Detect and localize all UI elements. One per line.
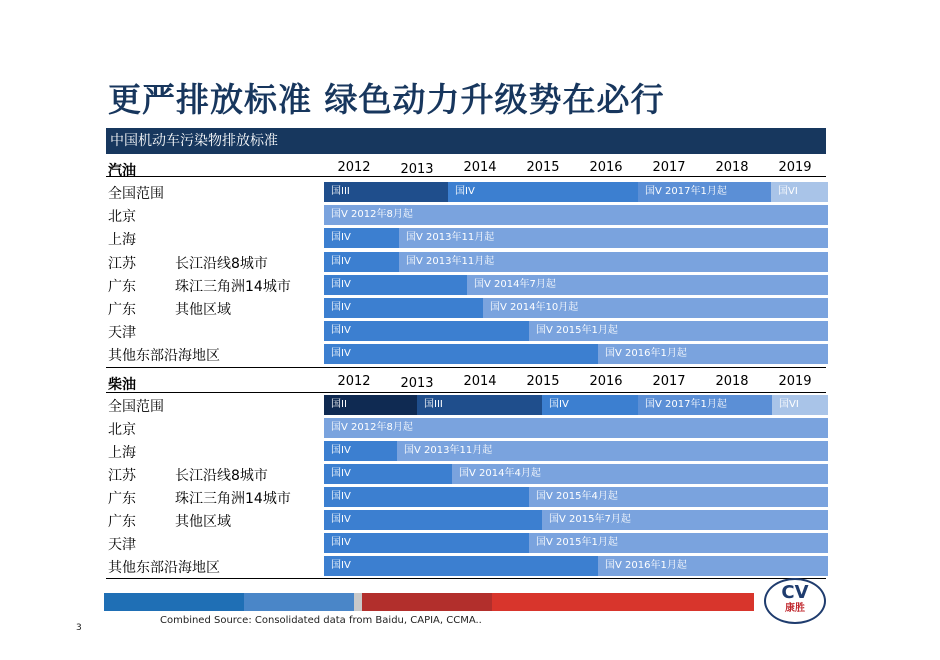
- logo-text: 康胜: [785, 603, 805, 614]
- standard-bar: [324, 205, 828, 225]
- standard-bar: [324, 464, 828, 484]
- section-divider: [106, 176, 826, 177]
- company-logo: [764, 578, 826, 624]
- page-number: 3: [76, 623, 82, 633]
- standard-bar: [324, 487, 828, 507]
- standard-segment: 国Ⅴ 2015年1月起: [529, 533, 828, 553]
- standard-segment: 国Ⅴ 2017年1月起: [638, 395, 772, 415]
- year-label: 2017: [652, 160, 686, 175]
- region-label: 北京: [108, 209, 136, 225]
- standard-segment: 国Ⅴ 2014年7月起: [467, 275, 828, 295]
- standard-bar: [324, 441, 828, 461]
- standard-segment: 国III: [417, 395, 542, 415]
- standard-segment: 国IV: [324, 344, 598, 364]
- year-label: 2014: [463, 374, 497, 389]
- region-label: 北京: [108, 422, 136, 438]
- source-note: Combined Source: Consolidated data from Baidu, CAPIA, CCMA..: [160, 615, 482, 626]
- standard-segment: 国IV: [542, 395, 638, 415]
- year-label: 2015: [526, 374, 560, 389]
- standard-segment: 国II: [324, 395, 417, 415]
- table-header: 中国机动车污染物排放标准: [106, 128, 826, 154]
- standard-bar: [324, 182, 828, 202]
- region-label: 江苏: [108, 468, 136, 484]
- year-label: 2017: [652, 374, 686, 389]
- standard-bar: [324, 556, 828, 576]
- region-label: 全国范围: [108, 186, 164, 202]
- region-label: 广东: [108, 514, 136, 530]
- year-label: 2012: [337, 374, 371, 389]
- standard-bar: [324, 510, 828, 530]
- standard-segment: 国IV: [448, 182, 638, 202]
- gasoline-section-label: 汽油: [108, 163, 136, 179]
- standard-segment: 国IV: [324, 464, 452, 484]
- region-label: 上海: [108, 445, 136, 461]
- footer-color-bar: [104, 593, 754, 611]
- year-label: 2012: [337, 160, 371, 175]
- standard-bar: [324, 418, 828, 438]
- diesel-section-label: 柴油: [108, 377, 136, 393]
- year-label: 2018: [715, 374, 749, 389]
- standard-segment: 国Ⅴ 2014年4月起: [452, 464, 828, 484]
- standard-segment: 国IV: [324, 321, 529, 341]
- region-label: 天津: [108, 537, 136, 553]
- standard-bar: [324, 321, 828, 341]
- year-label: 2016: [589, 374, 623, 389]
- standard-segment: 国IV: [324, 510, 542, 530]
- standard-segment: 国Ⅴ 2015年1月起: [529, 321, 828, 341]
- region-sub-label: 长江沿线8城市: [175, 256, 268, 272]
- year-label: 2019: [778, 374, 812, 389]
- standard-segment: 国Ⅴ 2013年11月起: [397, 441, 828, 461]
- section-divider: [106, 392, 826, 393]
- standard-segment: 国VI: [772, 395, 828, 415]
- region-label: 其他东部沿海地区: [108, 348, 220, 364]
- year-label: 2018: [715, 160, 749, 175]
- year-label: 2014: [463, 160, 497, 175]
- standard-segment: 国Ⅴ 2013年11月起: [399, 252, 828, 272]
- region-label: 广东: [108, 302, 136, 318]
- standard-segment: 国IV: [324, 441, 397, 461]
- standard-bar: [324, 228, 828, 248]
- year-label: 2015: [526, 160, 560, 175]
- standard-bar: [324, 252, 828, 272]
- year-label: 2016: [589, 160, 623, 175]
- standard-segment: 国Ⅴ 2017年1月起: [638, 182, 771, 202]
- table-bottom-line: [106, 367, 826, 368]
- year-label: 2013: [400, 162, 434, 177]
- standard-segment: 国IV: [324, 275, 467, 295]
- year-label: 2013: [400, 376, 434, 391]
- standard-bar: [324, 395, 828, 415]
- region-sub-label: 其他区域: [175, 302, 231, 318]
- region-label: 江苏: [108, 256, 136, 272]
- standard-segment: 国Ⅴ 2015年4月起: [529, 487, 828, 507]
- year-label: 2019: [778, 160, 812, 175]
- standard-segment: 国Ⅴ 2012年8月起: [324, 205, 828, 225]
- standard-segment: 国Ⅴ 2016年1月起: [598, 556, 828, 576]
- region-label: 广东: [108, 279, 136, 295]
- standard-segment: 国VI: [771, 182, 828, 202]
- standard-segment: 国Ⅴ 2015年7月起: [542, 510, 828, 530]
- standard-bar: [324, 533, 828, 553]
- table-end-line: [106, 578, 826, 579]
- standard-bar: [324, 298, 828, 318]
- standard-bar: [324, 344, 828, 364]
- standard-segment: 国IV: [324, 533, 529, 553]
- standard-segment: 国IV: [324, 556, 598, 576]
- standard-segment: 国III: [324, 182, 448, 202]
- slide-title: 更严排放标准 绿色动力升级势在必行: [108, 80, 665, 119]
- standard-segment: 国IV: [324, 228, 399, 248]
- standard-segment: 国Ⅴ 2012年8月起: [324, 418, 828, 438]
- standard-segment: 国IV: [324, 487, 529, 507]
- region-sub-label: 长江沿线8城市: [175, 468, 268, 484]
- standard-segment: 国IV: [324, 298, 483, 318]
- region-label: 上海: [108, 232, 136, 248]
- region-sub-label: 珠江三角洲14城市: [175, 491, 291, 507]
- region-label: 其他东部沿海地区: [108, 560, 220, 576]
- standard-segment: 国Ⅴ 2016年1月起: [598, 344, 828, 364]
- region-label: 全国范围: [108, 399, 164, 415]
- standard-segment: 国Ⅴ 2013年11月起: [399, 228, 828, 248]
- standard-segment: 国IV: [324, 252, 399, 272]
- standard-bar: [324, 275, 828, 295]
- region-sub-label: 其他区域: [175, 514, 231, 530]
- region-sub-label: 珠江三角洲14城市: [175, 279, 291, 295]
- logo-mark: CV: [781, 582, 809, 603]
- region-label: 天津: [108, 325, 136, 341]
- standard-segment: 国Ⅴ 2014年10月起: [483, 298, 828, 318]
- region-label: 广东: [108, 491, 136, 507]
